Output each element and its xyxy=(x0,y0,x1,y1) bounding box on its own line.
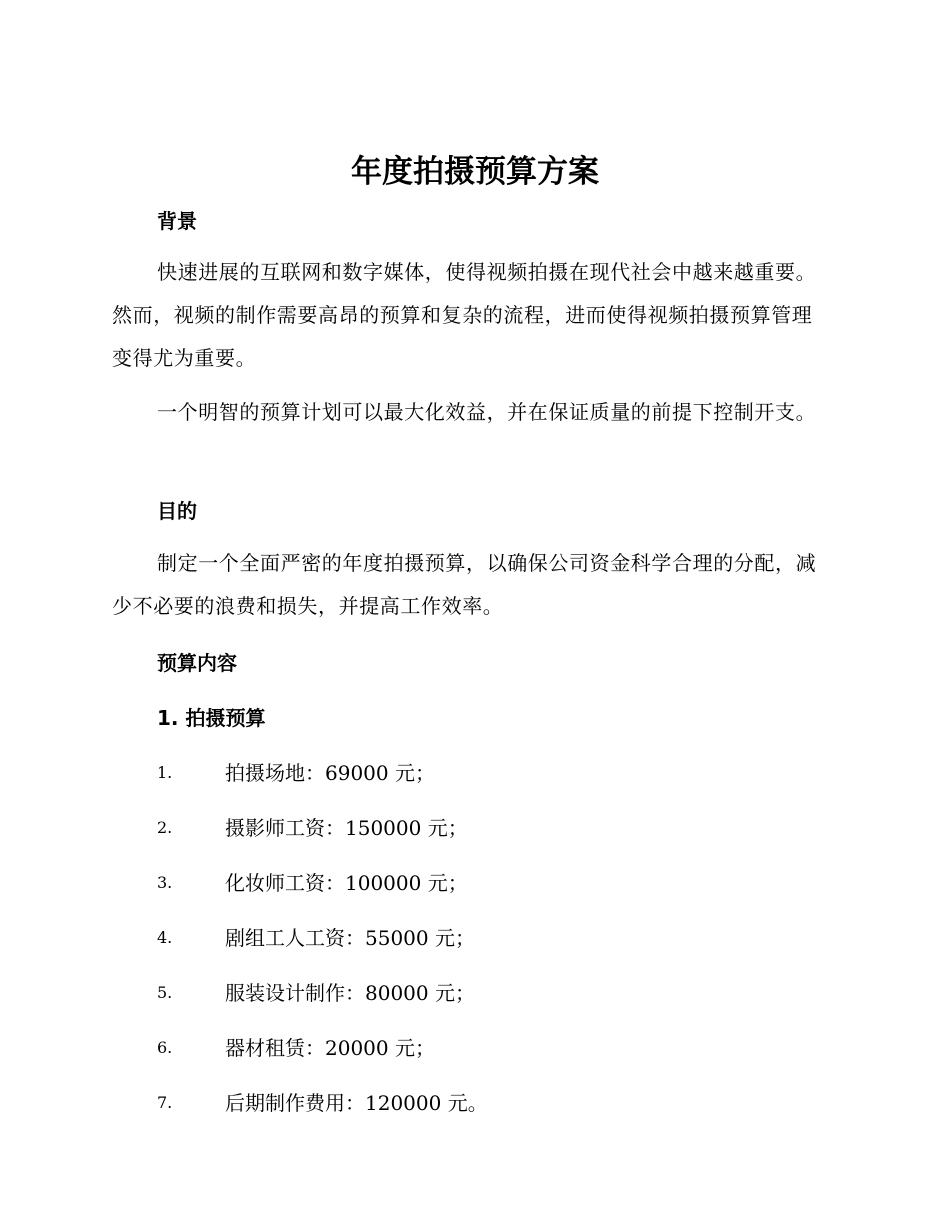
list-item-number: 3. xyxy=(157,873,173,892)
background-paragraph-2: 一个明智的预算计划可以最大化效益，并在保证质量的前提下控制开支。 xyxy=(157,400,817,424)
purpose-paragraph-1: 制定一个全面严密的年度拍摄预算，以确保公司资金科学合理的分配，减少不必要的浪费和损失，并提高工作效率。 xyxy=(112,551,817,618)
list-item-text: 剧组工人工资：55000 元； xyxy=(225,926,475,950)
list-item-text: 后期制作费用：120000 元。 xyxy=(225,1091,488,1115)
section-heading-purpose: 目的 xyxy=(157,499,197,523)
subsection-heading-shooting-budget: 1. 拍摄预算 xyxy=(157,706,266,730)
background-paragraph-1: 快速进展的互联网和数字媒体，使得视频拍摄在现代社会中越来越重要。然而，视频的制作需要高昂的预算和复杂的流程，进而使得视频拍摄预算管理变得尤为重要。 xyxy=(112,260,817,370)
section-heading-budget: 预算内容 xyxy=(157,651,237,675)
list-item-text: 服装设计制作：80000 元； xyxy=(225,981,475,1005)
list-item-number: 1. xyxy=(157,763,173,782)
list-item-number: 2. xyxy=(157,818,173,837)
list-item-text: 器材租赁：20000 元； xyxy=(225,1036,435,1060)
section-heading-background: 背景 xyxy=(157,209,197,233)
list-item-text: 摄影师工资：150000 元； xyxy=(225,816,468,840)
list-item-number: 4. xyxy=(157,928,173,947)
document-title: 年度拍摄预算方案 xyxy=(351,154,599,190)
list-item-text: 化妆师工资：100000 元； xyxy=(225,871,468,895)
list-item-text: 拍摄场地：69000 元； xyxy=(225,761,435,785)
list-item-number: 6. xyxy=(157,1038,173,1057)
list-item-number: 7. xyxy=(157,1093,173,1112)
list-item-number: 5. xyxy=(157,983,173,1002)
